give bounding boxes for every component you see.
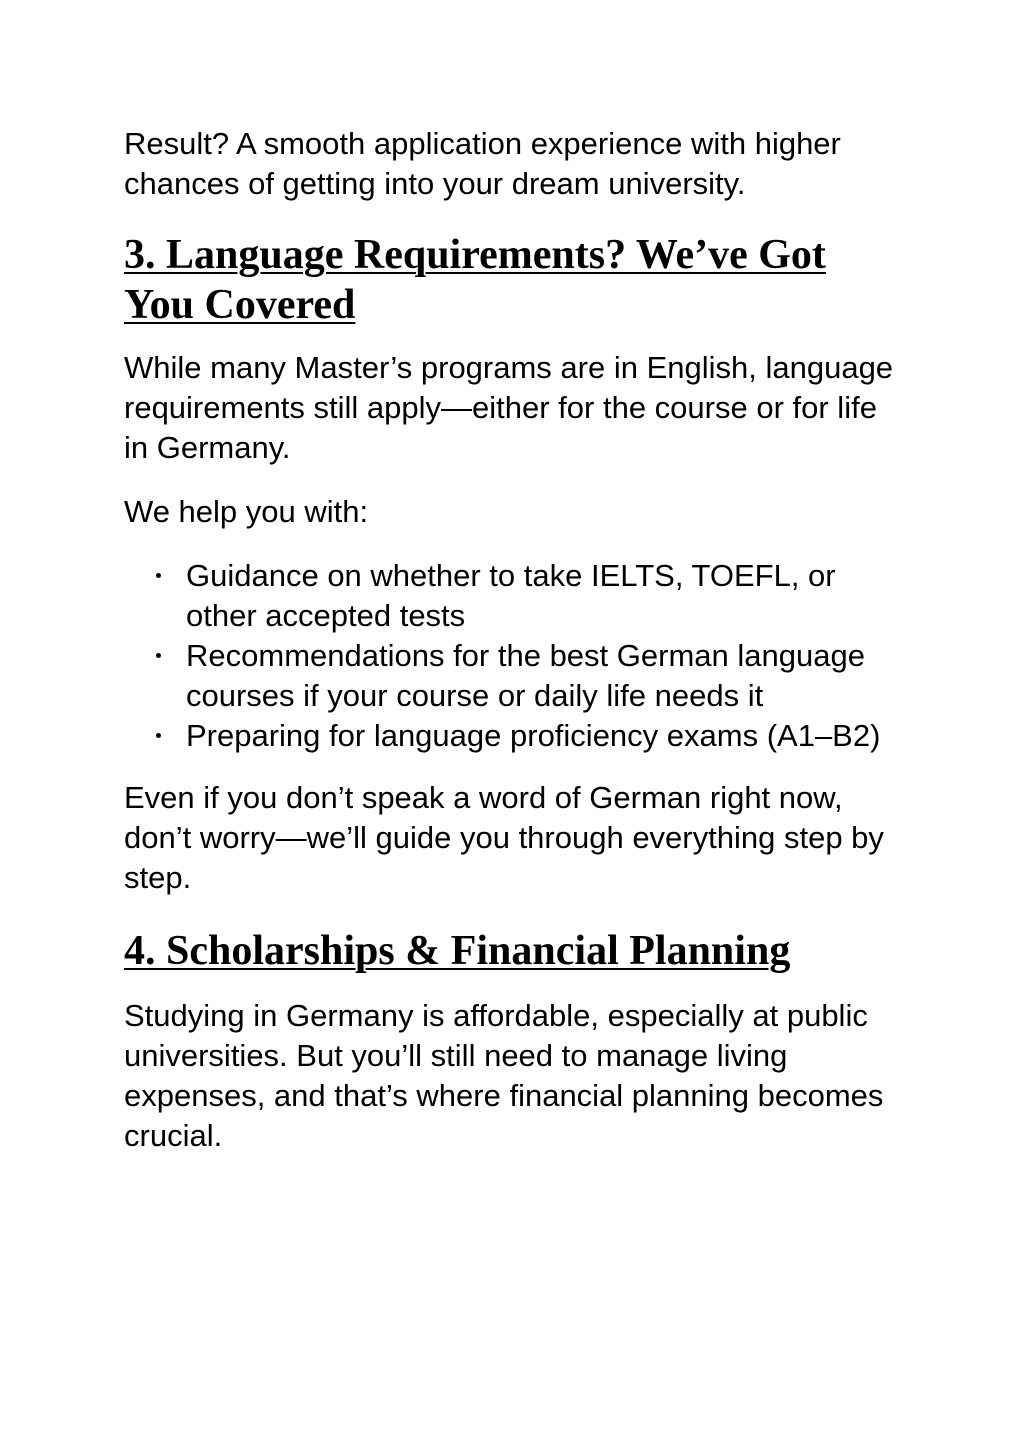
list-item [124, 636, 904, 716]
section-4-heading: 4. Scholarships & Financial Planning [124, 928, 791, 974]
language-outro-paragraph: Even if you don’t speak a word of German right now, don’t worry—we’ll guide you through everything step by step. [124, 780, 884, 895]
help-with-paragraph: We help you with: [124, 494, 369, 529]
list-item-text: Recommendations for the best German language courses if your course or daily life needs it [186, 638, 865, 713]
intro-paragraph: Result? A smooth application experience with higher chances of getting into your dream university. [124, 126, 841, 201]
language-intro-paragraph: While many Master’s programs are in English, language requirements still apply—either for the course or for life in Germany. [124, 350, 894, 465]
scholarship-intro-paragraph: Studying in Germany is affordable, especially at public universities. But you’ll still need to manage living expenses, and that’s where financial planning becomes crucial. [124, 998, 884, 1153]
bullet-icon [156, 653, 161, 658]
list-item-text: Preparing for language proficiency exams (A1–B2) [186, 718, 881, 753]
list-item-text: Guidance on whether to take IELTS, TOEFL, or other accepted tests [186, 558, 836, 633]
bullet-icon [156, 573, 161, 578]
help-bullet-list [124, 556, 904, 756]
list-item [124, 556, 904, 636]
section-3-heading: 3. Language Requirements? We’ve Got You Covered [124, 232, 826, 328]
list-item [124, 716, 904, 756]
page-content [124, 124, 904, 1156]
bullet-icon [156, 733, 161, 738]
